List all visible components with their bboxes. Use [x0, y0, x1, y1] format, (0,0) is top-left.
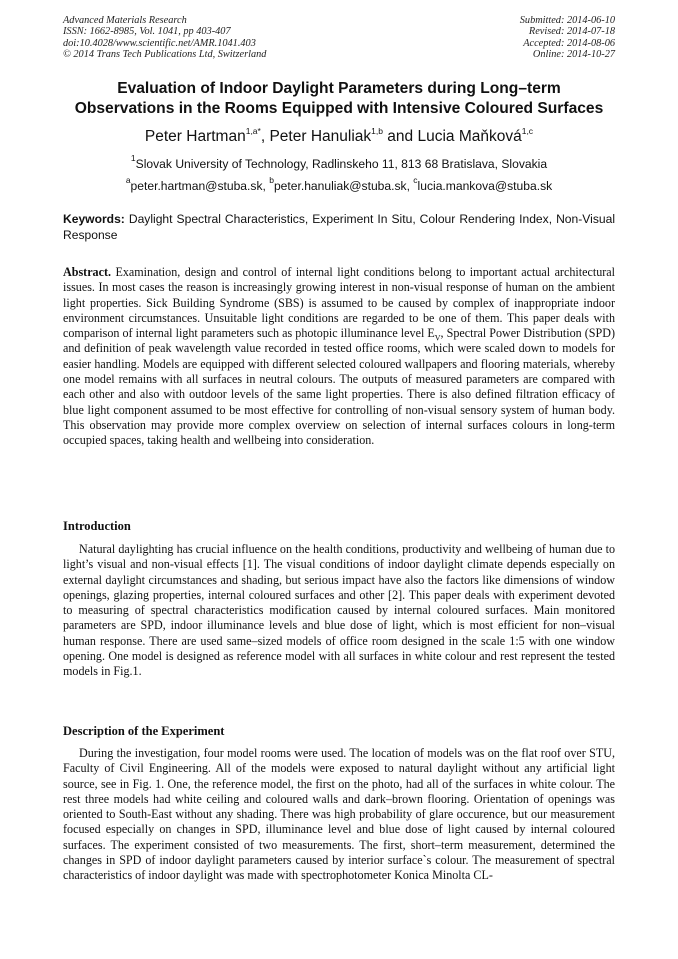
publication-dates [520, 15, 615, 60]
author-3-name: Lucia Maňková [417, 128, 522, 145]
author-separator-1: , [260, 128, 270, 145]
paper-title [40, 79, 638, 118]
description-heading: Description of the Experiment [63, 724, 225, 738]
accepted-date: Accepted: 2014-08-06 [523, 37, 615, 49]
doi-line: doi:10.4028/www.scientific.net/AMR.1041.403 [63, 37, 256, 49]
submitted-date: Submitted: 2014-06-10 [519, 15, 615, 26]
title-line-2: Observations in the Rooms Equipped with Intensive Coloured Surfaces [74, 99, 604, 117]
author-list [40, 127, 638, 147]
keywords-label: Keywords: [63, 212, 125, 226]
author-1-superscript: 1,a* [245, 126, 261, 136]
abstract-text-part-1: Examination, design and control of internal light conditions belong to important actual architectural issues. In most cases the reason is increasingly growing interest in non-visual response of human on the ambient light properties. Sick Building Syndrome (SBS) is assumed to be caused by complex of inappropriate indoor environment circumstances. Unsuitable light conditions are regarded to be one of them. This paper deals with comparison of internal light parameters such as photopic illuminance level E [63, 265, 615, 341]
email-c-superscript: c [413, 175, 418, 185]
email-a-superscript: a [125, 175, 131, 185]
email-a: peter.hartman@stuba.sk, [130, 179, 270, 193]
email-c: lucia.mankova@stuba.sk [417, 179, 553, 193]
issn-line: ISSN: 1662-8985, Vol. 1041, pp 403-407 [63, 26, 231, 38]
keywords-text: Daylight Spectral Characteristics, Experiment In Situ, Colour Rendering Index, Non-Visual Response [63, 212, 615, 242]
online-date: Online: 2014-10-27 [532, 48, 615, 60]
abstract-label: Abstract. [63, 265, 112, 279]
introduction-heading: Introduction [63, 519, 131, 533]
author-1-name: Peter Hartman [144, 128, 246, 145]
affiliation [40, 153, 638, 172]
author-separator-2: and [382, 128, 418, 145]
abstract-subscript: V [434, 333, 441, 343]
title-line-1: Evaluation of Indoor Daylight Parameters during Long–term [117, 80, 561, 97]
affiliation-text: Slovak University of Technology, Radlinskeho 11, 813 68 Bratislava, Slovakia [135, 157, 548, 171]
journal-name: Advanced Materials Research [63, 15, 187, 26]
keywords [63, 212, 615, 243]
abstract [63, 265, 615, 449]
author-2-superscript: 1,b [371, 126, 383, 136]
author-3-superscript: 1,c [521, 126, 534, 136]
author-2-name: Peter Hanuliak [269, 128, 372, 145]
revised-date: Revised: 2014-07-18 [528, 26, 615, 38]
description-paragraph: During the investigation, four model rooms were used. The location of models was on the flat roof over STU, Faculty of Civil Engineering. All of the models were exposed to natural daylight without any artificial light source, see in Fig. 1. One, the reference model, the first on the photo, had all of the surfaces in white colour. The rest three models had white ceiling and coloured walls and dark–brown flooring. Orientation of openings was oriented to South-East without any shading. There was high probability of glare occurence, but our measurement focused especially on changes in SPD, illuminance level and blue dose of light caused by internal coloured surfaces. The experiment consisted of two measurements. The first, short–term measurement, determined the changes in SPD of indoor daylight parameters caused by interior surface`s colour. The measurement of spectral characteristics of indoor daylight was made with spectrophotometer Konica Minolta CL- [63, 746, 615, 883]
affiliation-superscript: 1 [130, 153, 136, 163]
abstract-text-part-2: , Spectral Power Distribution (SPD) and definition of peak wavelength value recorded in tested office rooms, which were scaled down to models for easier handling. Models are equipped with different selected coloured wallpapers and flooring materials, whereby one model remains with all surfaces in neutral colours. The outputs of measured parameters are compared with each other and also with outdoor levels of the same light properties. There is also defined filtration efficacy of blue light component assumed to be most effective for controlling of non-visual sensory system of human body. This observation may provide more complex overview on selection of internal surfaces colours in long-term occupied spaces, taking health and wellbeing into consideration. [63, 326, 615, 448]
copyright-line: © 2014 Trans Tech Publications Ltd, Switzerland [63, 48, 267, 60]
journal-info [63, 15, 266, 60]
email-b: peter.hanuliak@stuba.sk, [273, 179, 414, 193]
introduction-paragraph: Natural daylighting has crucial influence on the health conditions, productivity and wellbeing of human due to light’s visual and non-visual effects [1]. The visual conditions of indoor daylight climate depends especially on external daylight circumstances and shading, but serious impact have also the factors like dimensions of window openings, glazing properties, internal coloured surfaces and other [2]. This paper deals with experiment devoted to measuring of spectral characteristics modification caused by internal coloured surfaces. Main monitored parameters are SPD, indoor illuminance levels and blue dose of light, which is most efficient for non–visual human response. There are used same–sized models of office room designed in the scale 1:5 with one window opening. One model is designed as reference model with all surfaces in white colour and rest represent the tested models in Fig.1. [63, 542, 615, 679]
author-emails [40, 175, 638, 194]
email-b-superscript: b [269, 175, 274, 185]
